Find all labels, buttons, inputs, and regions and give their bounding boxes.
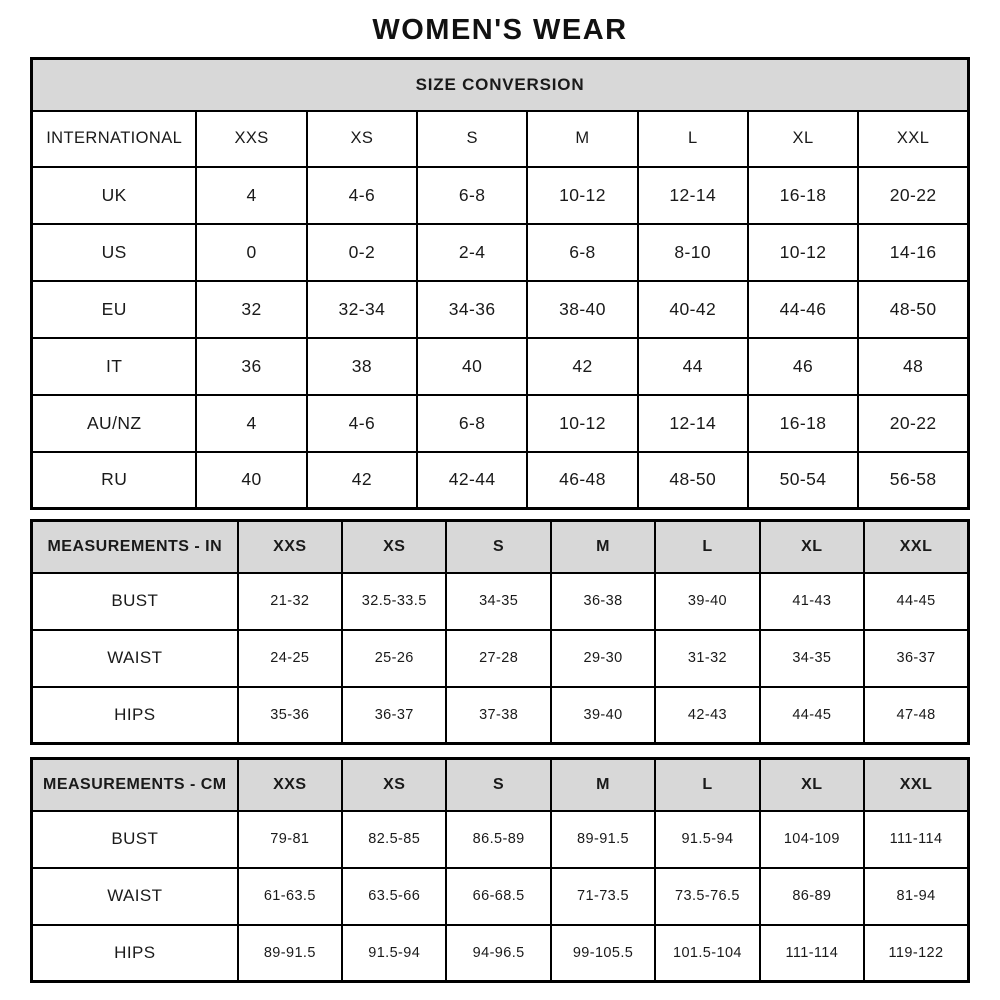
cell: 4-6	[307, 395, 417, 452]
cell: 63.5-66	[342, 868, 446, 925]
header-cell-m: M	[527, 111, 637, 167]
cell: 10-12	[527, 395, 637, 452]
cell: 79-81	[238, 811, 342, 868]
table-row-us	[32, 224, 969, 281]
cell: 16-18	[748, 395, 858, 452]
cell: 10-12	[527, 167, 637, 224]
cell: 38	[307, 338, 417, 395]
header-cell-measurements-in: MEASUREMENTS - IN	[32, 521, 238, 573]
cell: 40-42	[638, 281, 748, 338]
cell: 89-91.5	[238, 925, 342, 982]
cell: 36-37	[342, 687, 446, 744]
cell: 89-91.5	[551, 811, 655, 868]
cell: 4	[196, 167, 306, 224]
cell: 25-26	[342, 630, 446, 687]
cell: 40	[196, 452, 306, 509]
cell: 71-73.5	[551, 868, 655, 925]
cell: 39-40	[551, 687, 655, 744]
cell: 42	[307, 452, 417, 509]
cell: 0-2	[307, 224, 417, 281]
cell: 2-4	[417, 224, 527, 281]
cell: 111-114	[760, 925, 864, 982]
cell: 38-40	[527, 281, 637, 338]
cell: 6-8	[417, 167, 527, 224]
cell: 73.5-76.5	[655, 868, 759, 925]
table-row-uk	[32, 167, 969, 224]
table-row-waist-cm	[32, 868, 969, 925]
cell: 34-35	[760, 630, 864, 687]
table-row-waist-in	[32, 630, 969, 687]
header-cell-xxl: XXL	[864, 759, 968, 811]
cell: 56-58	[858, 452, 968, 509]
cell: 66-68.5	[446, 868, 550, 925]
table-row-ru	[32, 452, 969, 509]
cell: 47-48	[864, 687, 968, 744]
header-cell-xs: XS	[342, 759, 446, 811]
table-row-aunz	[32, 395, 969, 452]
cell: 16-18	[748, 167, 858, 224]
cell: 32	[196, 281, 306, 338]
size-conversion-header-row	[32, 111, 969, 167]
cell: 4-6	[307, 167, 417, 224]
cell: 12-14	[638, 395, 748, 452]
cell: 91.5-94	[342, 925, 446, 982]
cell: 46	[748, 338, 858, 395]
cell: 94-96.5	[446, 925, 550, 982]
cell: 41-43	[760, 573, 864, 630]
header-cell-xs: XS	[342, 521, 446, 573]
cell: 42-44	[417, 452, 527, 509]
row-label-hips: HIPS	[32, 687, 238, 744]
cell: 8-10	[638, 224, 748, 281]
cell: 34-35	[446, 573, 550, 630]
row-label-it: IT	[32, 338, 197, 395]
cell: 14-16	[858, 224, 968, 281]
cell: 21-32	[238, 573, 342, 630]
cell: 20-22	[858, 167, 968, 224]
cell: 32.5-33.5	[342, 573, 446, 630]
table-row-bust-cm	[32, 811, 969, 868]
cell: 4	[196, 395, 306, 452]
header-cell-xl: XL	[748, 111, 858, 167]
measurements-in-table	[30, 519, 970, 745]
header-cell-s: S	[446, 521, 550, 573]
row-label-bust: BUST	[32, 573, 238, 630]
header-cell-xs: XS	[307, 111, 417, 167]
row-label-ru: RU	[32, 452, 197, 509]
cell: 40	[417, 338, 527, 395]
cell: 44	[638, 338, 748, 395]
header-cell-xxl: XXL	[858, 111, 968, 167]
header-cell-xxs: XXS	[238, 521, 342, 573]
header-cell-xl: XL	[760, 759, 864, 811]
cell: 91.5-94	[655, 811, 759, 868]
header-cell-l: L	[655, 521, 759, 573]
cell: 101.5-104	[655, 925, 759, 982]
cell: 36-38	[551, 573, 655, 630]
cell: 39-40	[655, 573, 759, 630]
size-conversion-caption-row	[32, 59, 969, 111]
cell: 82.5-85	[342, 811, 446, 868]
table-row-hips-cm	[32, 925, 969, 982]
cell: 29-30	[551, 630, 655, 687]
measurements-cm-header-row	[32, 759, 969, 811]
cell: 44-45	[864, 573, 968, 630]
cell: 6-8	[527, 224, 637, 281]
measurements-in-header-row	[32, 521, 969, 573]
header-cell-xxs: XXS	[196, 111, 306, 167]
measurements-cm-table	[30, 757, 970, 983]
cell: 24-25	[238, 630, 342, 687]
header-cell-international: INTERNATIONAL	[32, 111, 197, 167]
cell: 0	[196, 224, 306, 281]
page-title: WOMEN'S WEAR	[372, 14, 628, 46]
cell: 61-63.5	[238, 868, 342, 925]
cell: 31-32	[655, 630, 759, 687]
row-label-eu: EU	[32, 281, 197, 338]
row-label-us: US	[32, 224, 197, 281]
header-cell-xl: XL	[760, 521, 864, 573]
cell: 44-45	[760, 687, 864, 744]
table-row-eu	[32, 281, 969, 338]
cell: 48-50	[858, 281, 968, 338]
header-cell-m: M	[551, 759, 655, 811]
cell: 99-105.5	[551, 925, 655, 982]
table-row-bust-in	[32, 573, 969, 630]
table-row-hips-in	[32, 687, 969, 744]
header-cell-l: L	[638, 111, 748, 167]
cell: 86.5-89	[446, 811, 550, 868]
cell: 37-38	[446, 687, 550, 744]
cell: 48-50	[638, 452, 748, 509]
table-row-it	[32, 338, 969, 395]
cell: 32-34	[307, 281, 417, 338]
header-cell-s: S	[446, 759, 550, 811]
row-label-uk: UK	[32, 167, 197, 224]
cell: 48	[858, 338, 968, 395]
header-cell-xxl: XXL	[864, 521, 968, 573]
row-label-hips: HIPS	[32, 925, 238, 982]
cell: 36-37	[864, 630, 968, 687]
cell: 20-22	[858, 395, 968, 452]
size-conversion-caption: SIZE CONVERSION	[32, 59, 969, 111]
header-cell-measurements-cm: MEASUREMENTS - CM	[32, 759, 238, 811]
cell: 27-28	[446, 630, 550, 687]
cell: 119-122	[864, 925, 968, 982]
cell: 35-36	[238, 687, 342, 744]
cell: 44-46	[748, 281, 858, 338]
cell: 50-54	[748, 452, 858, 509]
row-label-aunz: AU/NZ	[32, 395, 197, 452]
header-cell-s: S	[417, 111, 527, 167]
cell: 42-43	[655, 687, 759, 744]
header-cell-xxs: XXS	[238, 759, 342, 811]
cell: 34-36	[417, 281, 527, 338]
cell: 6-8	[417, 395, 527, 452]
header-cell-l: L	[655, 759, 759, 811]
row-label-bust: BUST	[32, 811, 238, 868]
row-label-waist: WAIST	[32, 630, 238, 687]
header-cell-m: M	[551, 521, 655, 573]
cell: 111-114	[864, 811, 968, 868]
cell: 36	[196, 338, 306, 395]
cell: 10-12	[748, 224, 858, 281]
cell: 46-48	[527, 452, 637, 509]
row-label-waist: WAIST	[32, 868, 238, 925]
cell: 42	[527, 338, 637, 395]
cell: 12-14	[638, 167, 748, 224]
size-conversion-table	[30, 57, 970, 510]
cell: 86-89	[760, 868, 864, 925]
cell: 104-109	[760, 811, 864, 868]
cell: 81-94	[864, 868, 968, 925]
